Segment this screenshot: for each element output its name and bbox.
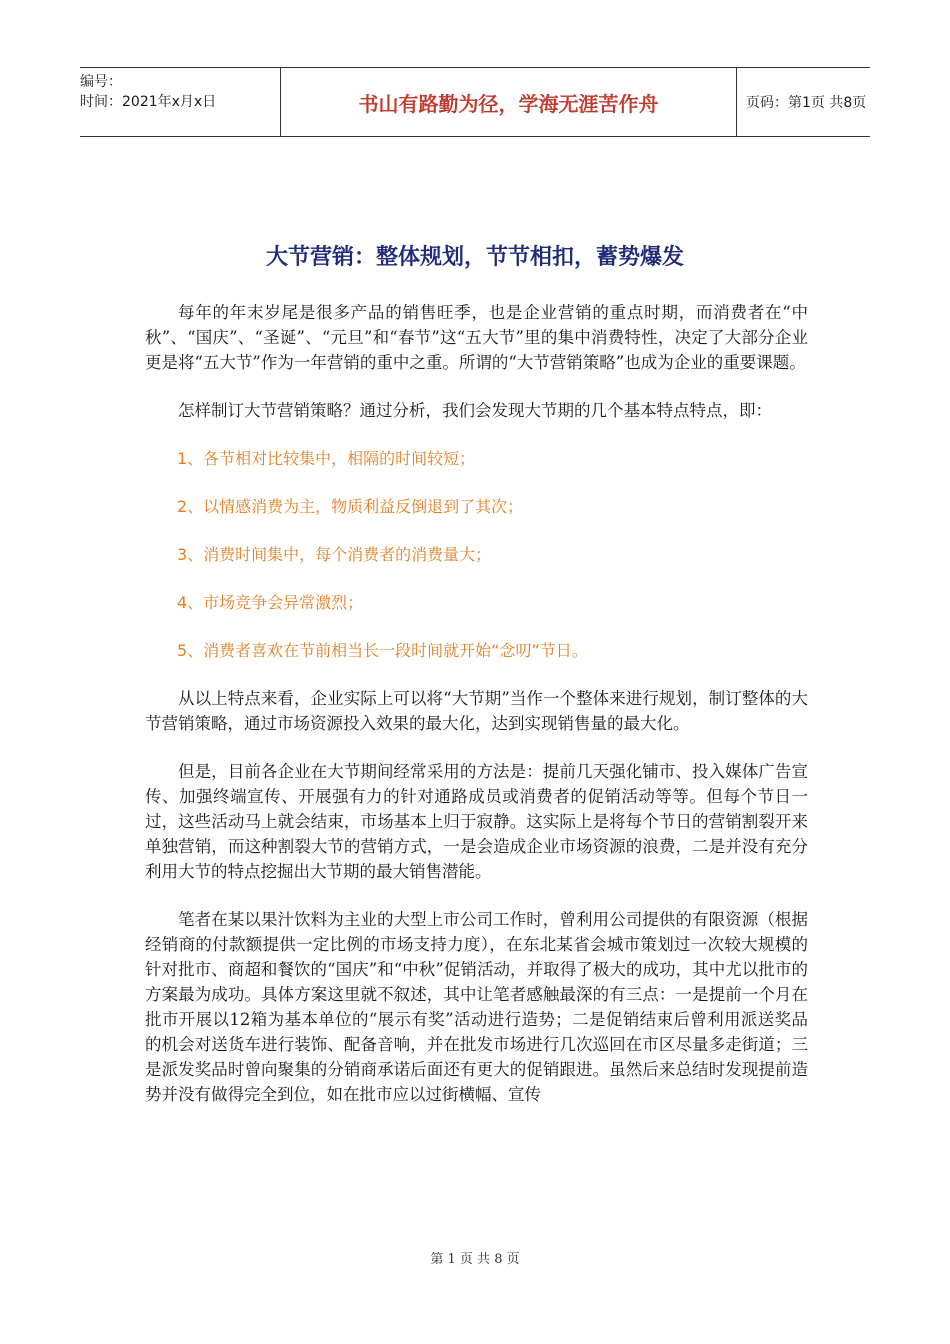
feature-point: 2、以情感消费为主，物质利益反倒退到了其次； [177, 497, 524, 516]
feature-point: 1、各节相对比较集中，相隔的时间较短； [177, 449, 476, 468]
paragraph: 每年的年末岁尾是很多产品的销售旺季，也是企业营销的重点时期，而消费者在“中秋”、“国庆”、“圣诞”、“元旦”和“春节”这“五大节”里的集中消费特性，决定了大部分企业更是将“五大节”作为一年营销的重中之重。所谓的“大节营销策略”也成为企业的重要课题。 [145, 303, 808, 372]
paragraph: 但是，目前各企业在大节期间经常采用的方法是：提前几天强化铺市、投入媒体广告宣传、加强终端宣传、开展强有力的针对通路成员或消费者的促销活动等等。但每个节日一过，这些活动马上就会结束，市场基本上归于寂静。这实际上是将每个节日的营销割裂开来单独营销，而这种割裂大节的营销方式，一是会造成企业市场资源的浪费，二是并没有充分利用大节的特点挖掘出大节期的最大销售潜能。 [145, 762, 808, 881]
header-meta [80, 68, 280, 140]
header-motto-cell [280, 68, 737, 136]
header-motto: 书山有路勤为径，学海无涯苦作舟 [358, 91, 659, 116]
time-label: 时间：2021年x月x日 [80, 94, 217, 110]
feature-point: 5、消费者喜欢在节前相当长一段时间就开始“念叨”节日。 [177, 641, 588, 660]
article-body [145, 300, 808, 1130]
paragraph: 从以上特点来看，企业实际上可以将“大节期”当作一个整体来进行规划，制订整体的大节营销策略，通过市场资源投入效果的最大化，达到实现销售量的最大化。 [145, 689, 808, 733]
document-header [80, 67, 870, 137]
paragraph: 怎样制订大节营销策略？通过分析，我们会发现大节期的几个基本特点特点，即： [178, 401, 772, 420]
paragraph: 笔者在某以果汁饮料为主业的大型上市公司工作时，曾利用公司提供的有限资源（根据经销商的付款额提供一定比例的市场支持力度），在东北某省会城市策划过一次较大规模的针对批市、商超和餐饮的“国庆”和“中秋”促销活动，并取得了极大的成功，其中尤以批市的方案最为成功。具体方案这里就不叙述，其中让笔者感触最深的有三点：一是提前一个月在批市开展以12箱为基本单位的“展示有奖”活动进行造势；二是促销结束后曾利用派送奖品的机会对送货车进行装饰、配备音响，并在批发市场进行几次巡回在市区尽量多走街道；三是派发奖品时曾向聚集的分销商承诺后面还有更大的促销跟进。虽然后来总结时发现提前造势并没有做得完全到位，如在批市应以过街横幅、宣传 [145, 910, 808, 1104]
article-title: 大节营销：整体规划，节节相扣，蓄势爆发 [265, 245, 684, 270]
page-footer: 第 1 页 共 8 页 [430, 1252, 520, 1267]
number-label: 编号： [80, 74, 122, 90]
feature-point: 4、市场竞争会异常激烈； [177, 593, 364, 612]
feature-point: 3、消费时间集中，每个消费者的消费量大； [177, 545, 492, 564]
header-page-info: 页码：第1页 共8页 [746, 95, 867, 111]
